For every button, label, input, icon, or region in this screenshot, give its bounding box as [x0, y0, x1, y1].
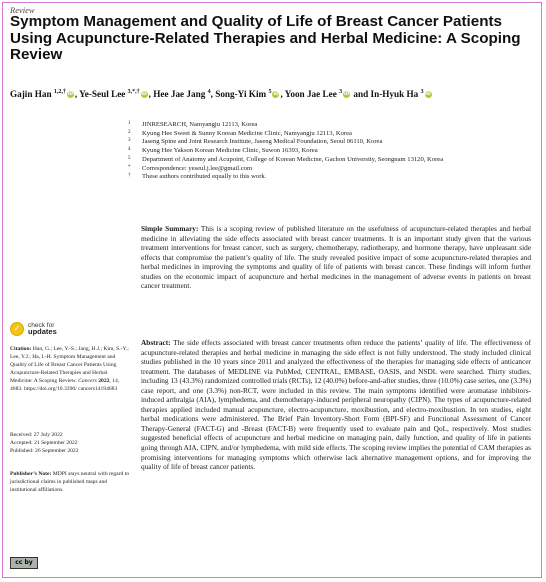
author-affiliation-marks: 3 — [420, 89, 424, 95]
affiliation-text: These authors contributed equally to this work. — [142, 173, 267, 181]
abstract — [141, 338, 531, 472]
simple-summary — [141, 224, 531, 291]
author-affiliation-marks: 4 — [207, 89, 211, 95]
check-for-updates-button[interactable] — [10, 322, 90, 342]
citation-rest[interactable]: , 14, 4683. https://doi.org/10.3390/ cancers14194683 — [10, 378, 120, 393]
affiliation-text: JINRESEARCH, Namyangju 12113, Korea — [142, 121, 258, 128]
publisher-note — [10, 470, 130, 494]
affiliation-mark: 4 — [128, 147, 131, 153]
orcid-icon[interactable]: iD — [67, 92, 74, 98]
affiliation-item — [128, 147, 528, 156]
author-affiliation-marks: 3 — [339, 89, 343, 95]
affiliation-mark: 3 — [128, 138, 131, 144]
citation-text: Han, G.; Lee, Y.-S.; Jang, H.J.; Kim, S.-Y.; Lee, Y.J.; Ha, I.-H. Symptom Management and Quality of Life of Breast Cancer Patients Using Acupuncture-Related Therapies and Herbal Medicine: A Scoping Review. — [10, 346, 129, 385]
author-name[interactable]: Song-Yi Kim — [215, 89, 269, 100]
orcid-icon[interactable]: iD — [343, 92, 350, 98]
affiliation-item — [128, 130, 528, 139]
simple-summary-text: This is a scoping review of published literature on the usefulness of acupuncture-related therapies and herbal medicine in alleviating the side effects associated with breast cancer treatments. It is an important study given that the various treatment interventions for breast cancer, such as surgery, chemotherapy, radiotherapy, and hormone therapy, have unpleasant side effects that compromise the patient’s quality of life. The study revealed positive impact of some acupuncture-related therapies and herbal medicines in improving the symptoms and quality of life of patients with breast cancer. These findings will inform further studies on the economic impact of acupuncture and herbal medicines in the management of adverse events in patients on breast cancer treatment. — [141, 224, 531, 291]
affiliation-text: Jaseng Spine and Joint Research Institute, Jaseng Medical Foundation, Seoul 06110, Korea — [142, 138, 383, 146]
date-accepted: Accepted: 21 September 2022 — [10, 440, 78, 447]
cc-by-license-badge[interactable]: cc by — [10, 557, 38, 569]
orcid-icon[interactable]: iD — [141, 92, 147, 98]
author-name[interactable]: In-Hyuk Ha — [370, 89, 421, 100]
author-affiliation-marks: 1,2,† — [53, 89, 66, 95]
publisher-note-text: MDPI stays neutral with regard to jurisdictional claims in published maps and institutional affiliations. — [10, 471, 130, 494]
date-received: Received: 27 July 2022 — [10, 432, 63, 438]
affiliation-text: Department of Anatomy and Acupoint, College of Korean Medicine, Gachon University, Seongnam 13120, Korea — [142, 155, 444, 163]
publisher-note-label: Publisher’s Note: — [10, 471, 52, 477]
affiliation-mark: 5 — [128, 155, 131, 161]
affiliation-mark: 2 — [128, 129, 131, 135]
affiliation-text[interactable]: Correspondence: yeseul.j.lee@gmail.com — [142, 164, 253, 172]
check-icon: ✓ — [10, 322, 24, 336]
date-published: Published: 26 September 2022 — [10, 448, 79, 455]
affiliations — [128, 121, 528, 182]
author-separator: , — [74, 89, 80, 100]
citation-block — [10, 345, 130, 394]
author-separator: , — [210, 89, 216, 100]
author-name[interactable]: Hee Jae Jang — [153, 89, 208, 100]
orcid-icon[interactable]: iD — [273, 92, 279, 98]
orcid-icon[interactable]: iD — [425, 92, 431, 98]
abstract-text: The side effects associated with breast cancer treatments often reduce the patients’ quality of life. The effectiveness of acupuncture-related therapies and herbal medicine in managing the side effect is not fully understood. The study included clinical studies published in the 10 years since 2011 and analyzed the effectiveness of the therapies for managing side effects of anticancer treatment. The databases of MEDLINE via PubMed, CENTRAL, EMBASE, OASIS, and NSDL were searched. Thirty studies, including 13 (43.3%) randomized controlled trials (RCTs), 12 (40.0%) before-and-after studies, three (10.0%) case series, one (3.3%) case report, and one (3.3%) non-RCT, were included in this review. The main symptoms identified were aromatase inhibitors-induced arthralgia (AIA), lymphedema, and chemotherapy-induced peripheral neuropathy (CIPN). The types of acupuncture-related therapies applied included manual acupuncture, electro-acupuncture, moxibustion, and electro-moxibustion. In ten studies, eight herbal medications were administered. The Brief Pain Inventory-Short Form (BPI-SF) and Functional Assessment of Cancer Therapy-General (FACT-G) and -Breast (FACT-B) were frequently used to evaluate pain and QoL, respectively. Most studies suggested beneficial effects of acupuncture and herbal medicine on managing pain, daily function, and quality of life in patients going through AIA, CIPN, and/or lymphedema, with mild side effects. The scoping review implies the potential of CAM therapies as promising interventions for managing symptoms which otherwise lack alternative management options, and for improving the quality of life of breast cancer patients. — [141, 338, 531, 472]
check-updates-line2: updates — [28, 327, 57, 336]
author-connector: and — [351, 89, 371, 100]
affiliation-item — [128, 156, 528, 165]
publication-dates — [10, 431, 130, 455]
citation-year: 2022 — [98, 378, 110, 385]
author-affiliation-marks: 5 — [268, 89, 272, 95]
affiliation-mark: † — [128, 173, 131, 179]
affiliation-mark: * — [128, 164, 131, 170]
citation-label: Citation: — [10, 346, 32, 352]
article-title: Symptom Management and Quality of Life of Breast Cancer Patients Using Acupuncture-Related Therapies and Herbal Medicine: A Scoping Review — [10, 13, 521, 63]
simple-summary-label: Simple Summary: — [141, 224, 199, 233]
affiliation-item — [128, 138, 528, 147]
author-name[interactable]: Yoon Jae Lee — [284, 89, 340, 100]
citation-journal: Cancers — [78, 378, 97, 385]
check-updates-line1: check for — [28, 322, 55, 329]
affiliation-text: Kyung Hee Sweet & Sunny Korean Medicine Clinic, Namyangju 12113, Korea — [142, 129, 352, 137]
affiliation-mark: 1 — [128, 121, 131, 126]
author-name[interactable]: Ye-Seul Lee — [79, 89, 128, 100]
author-name[interactable]: Gajin Han — [10, 89, 54, 100]
affiliation-item — [128, 173, 528, 182]
author-list — [10, 89, 540, 99]
affiliation-item — [128, 165, 528, 174]
author-separator: , — [148, 89, 154, 100]
affiliation-text: Kyung Hee Yakson Korean Medicine Clinic, Suwon 16393, Korea — [142, 147, 318, 155]
affiliation-item — [128, 121, 528, 130]
article-type-label: Review — [10, 5, 35, 15]
abstract-label: Abstract: — [141, 338, 171, 347]
author-affiliation-marks: 3,*,† — [127, 89, 140, 95]
author-separator: , — [280, 89, 285, 100]
